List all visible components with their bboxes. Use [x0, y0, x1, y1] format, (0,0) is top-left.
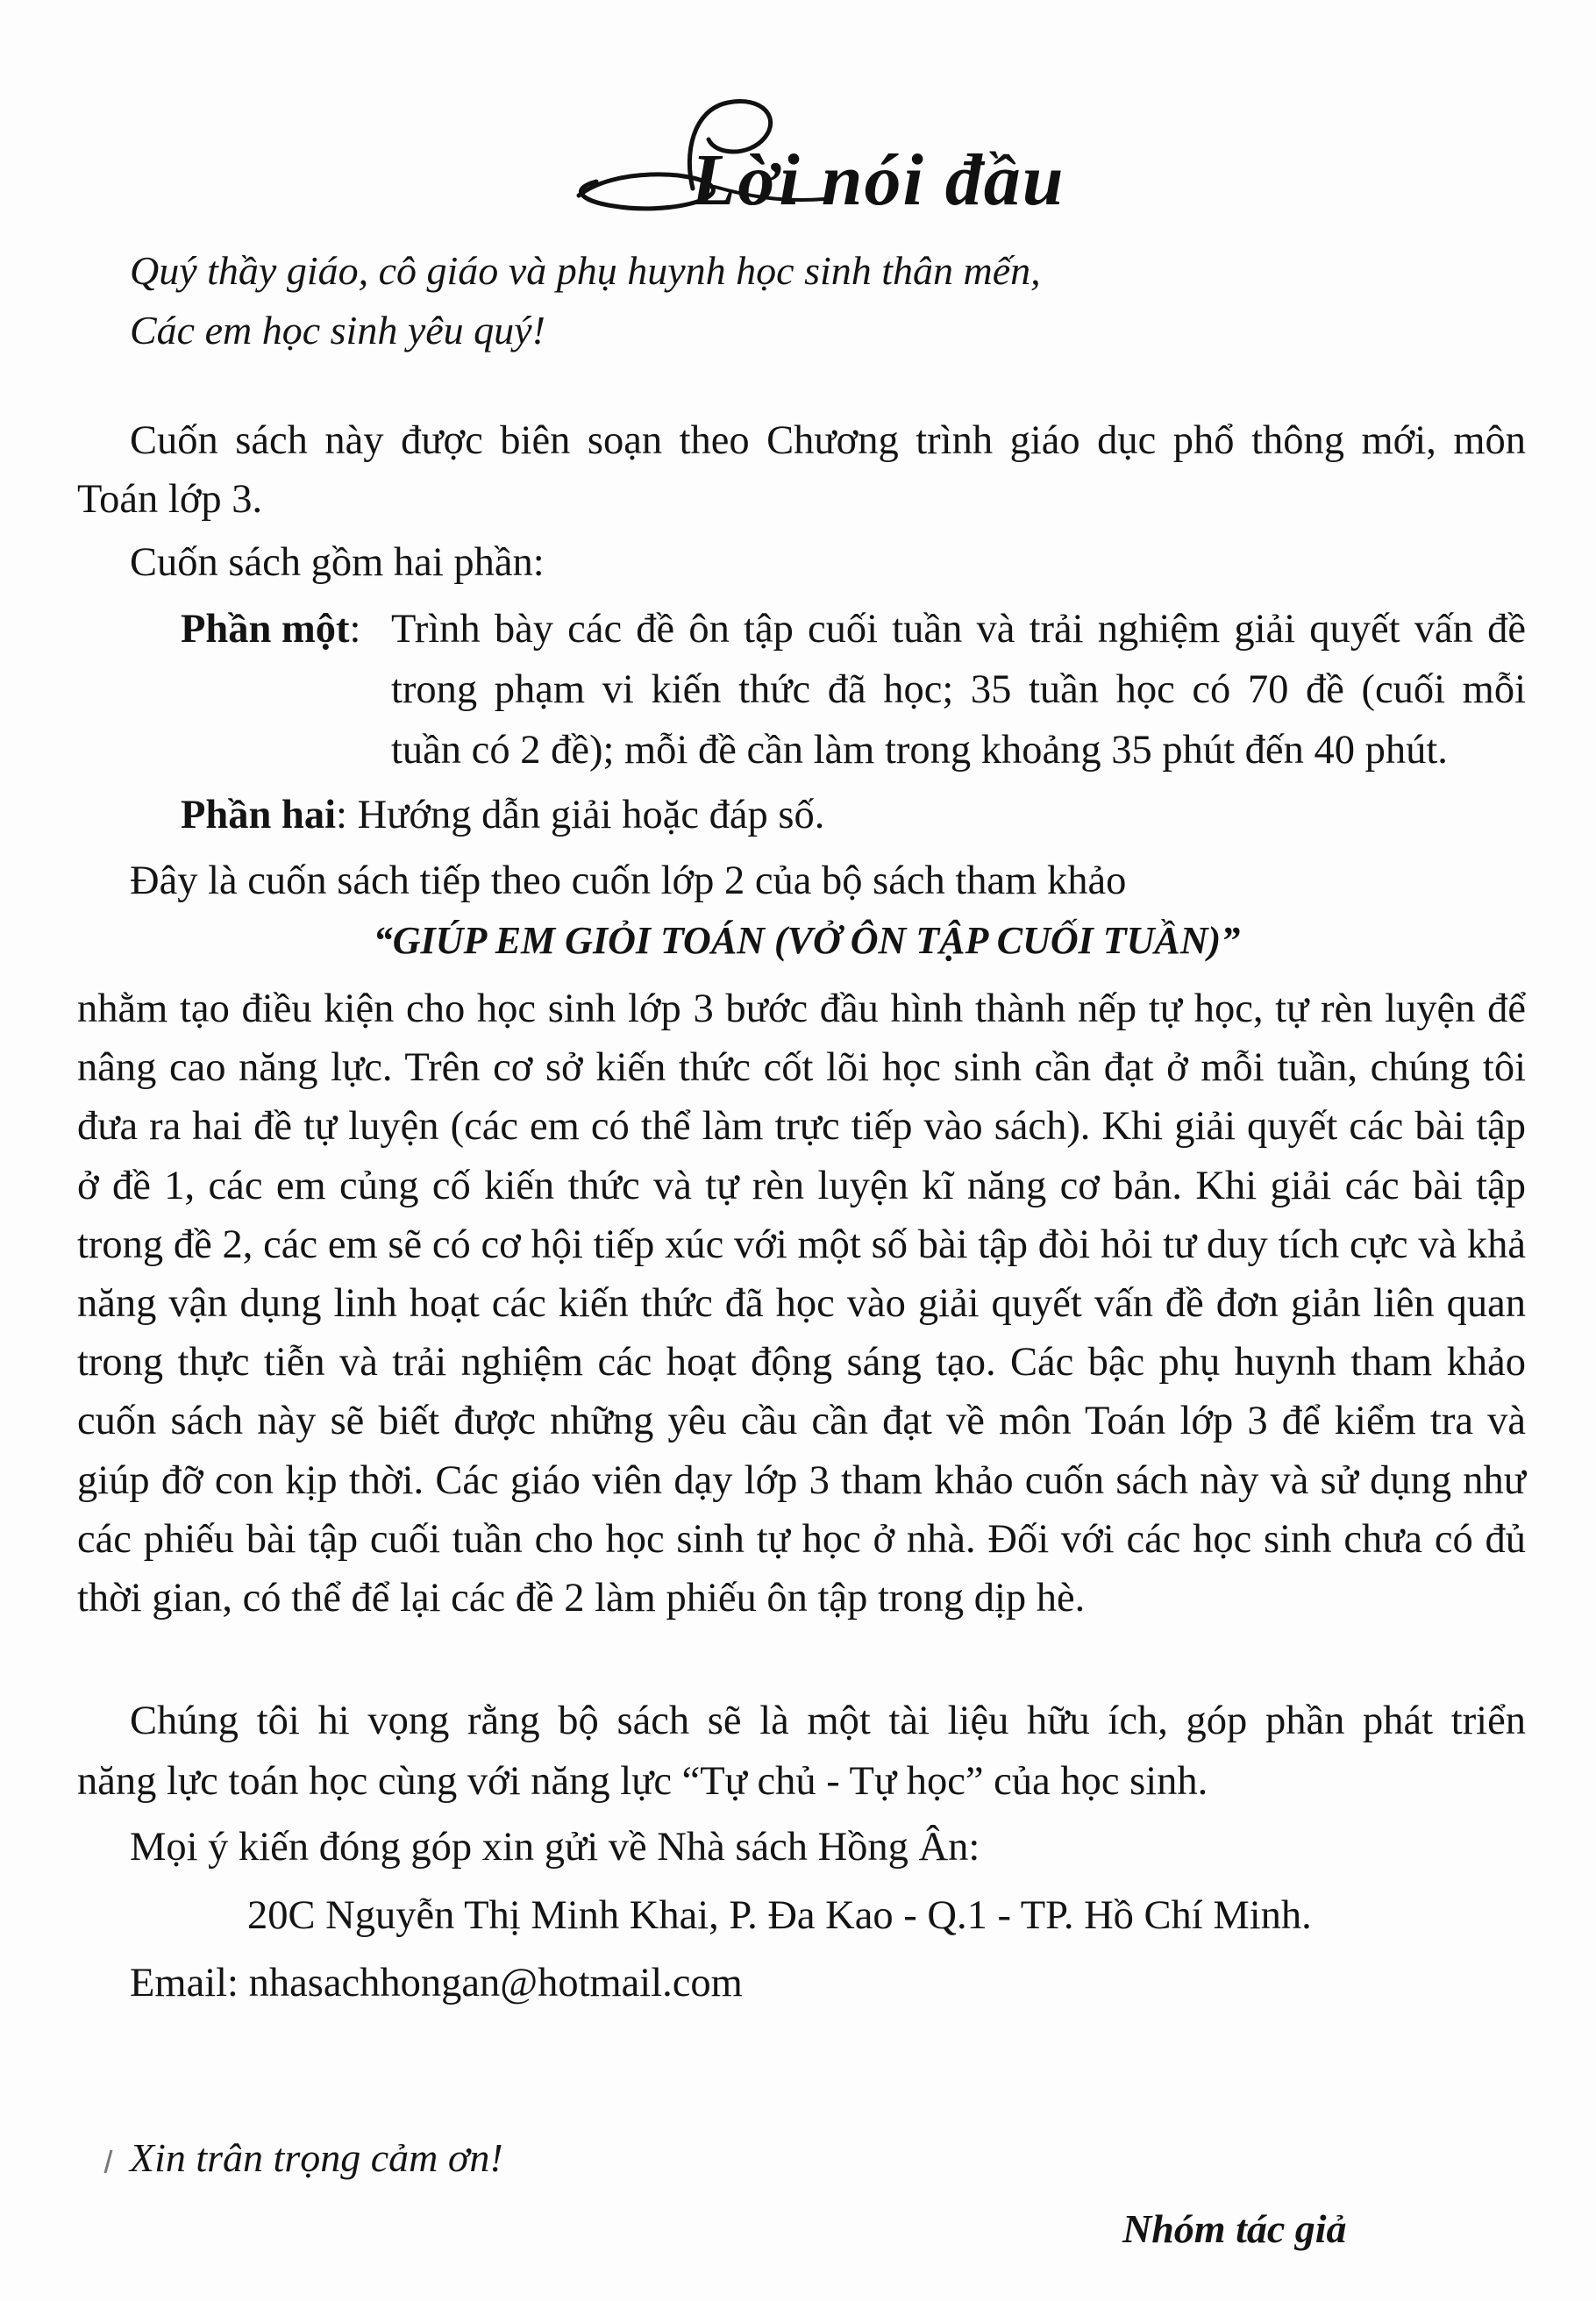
part-one-line-1: Trình bày các đề ôn tập cuối tuần và trải nghiệm giải quyết vấn đề	[391, 607, 1526, 652]
hope-line-2: năng lực toán học cùng với năng lực “Tự chủ - Tự học” của học sinh.	[77, 1759, 1208, 1804]
intro-line-2: Toán lớp 3.	[77, 477, 263, 522]
parts-intro: Cuốn sách gồm hai phần:	[130, 540, 545, 585]
margin-mark	[104, 2150, 113, 2173]
signature: Nhóm tác giả	[1122, 2206, 1347, 2251]
contact-email: Email: nhasachhongan@hotmail.com	[130, 1961, 743, 2005]
contact-address: 20C Nguyễn Thị Minh Khai, P. Đa Kao - Q.1 - TP. Hồ Chí Minh.	[247, 1893, 1312, 1938]
main-paragraph: nhằm tạo điều kiện cho học sinh lớp 3 bước đầu hình thành nếp tự học, tự rèn luyện để nâng cao năng lực. Trên cơ sở kiến thức cốt lõi học sinh cần đạt ở mỗi tuần, chúng tôi đưa ra hai đề tự luyện (các em có thể làm trực tiếp vào sách). Khi giải quyết các bài tập ở đề 1, các em củng cố kiến thức và tự rèn luyện kĩ năng cơ bản. Khi giải các bài tập trong đề 2, các em sẽ có cơ hội tiếp xúc với một số bài tập đòi hỏi tư duy tích cực và khả năng vận dụng linh hoạt các kiến thức đã học vào giải quyết vấn đề đơn giản liên quan trong thực tiễn và trải nghiệm các hoạt động sáng tạo. Các bậc phụ huynh tham khảo cuốn sách này sẽ biết được những yêu cầu cần đạt về môn Toán lớp 3 để kiểm tra và giúp đỡ con kịp thời. Các giáo viên dạy lớp 3 tham khảo cuốn sách này và sử dụng như các phiếu bài tập cuối tuần cho học sinh tự học ở nhà. Đối với các học sinh chưa có đủ thời gian, có thể để lại các đề 2 làm phiếu ôn tập trong dịp hè.	[77, 987, 1526, 1621]
thanks-line: Xin trân trọng cảm ơn!	[130, 2135, 503, 2180]
title-block	[561, 83, 1105, 228]
part-two-label: Phần hai	[181, 793, 337, 837]
part-one-line-3: tuần có 2 đề); mỗi đề cần làm trong khoảng 35 phút đến 40 phút.	[391, 728, 1448, 773]
part-one-colon: :	[349, 607, 361, 652]
greeting-line-1: Quý thầy giáo, cô giáo và phụ huynh học sinh thân mến,	[130, 248, 1041, 293]
part-one-heading	[181, 606, 360, 652]
series-line: Đây là cuốn sách tiếp theo cuốn lớp 2 của bộ sách tham khảo	[130, 858, 1127, 903]
hope-line-1: Chúng tôi hi vọng rằng bộ sách sẽ là một tài liệu hữu ích, góp phần phát triển	[130, 1699, 1526, 1743]
part-one-label: Phần một	[181, 607, 350, 652]
part-one-line-2: trong phạm vi kiến thức đã học; 35 tuần học có 70 đề (cuối mỗi	[391, 667, 1526, 712]
page-title: Lời nói đầu	[691, 139, 1065, 221]
greeting-line-2: Các em học sinh yêu quý!	[130, 308, 545, 353]
series-title: “GIÚP EM GIỎI TOÁN (VỞ ÔN TẬP CUỐI TUẦN)”	[373, 919, 1241, 962]
part-two-colon: :	[336, 793, 347, 837]
part-two-text: Hướng dẫn giải hoặc đáp số.	[357, 793, 825, 837]
intro-line-1: Cuốn sách này được biên soạn theo Chương trình giáo dục phổ thông mới, môn	[130, 418, 1526, 463]
contact-intro: Mọi ý kiến đóng góp xin gửi về Nhà sách Hồng Ân:	[130, 1825, 980, 1870]
part-two-row	[181, 792, 824, 838]
